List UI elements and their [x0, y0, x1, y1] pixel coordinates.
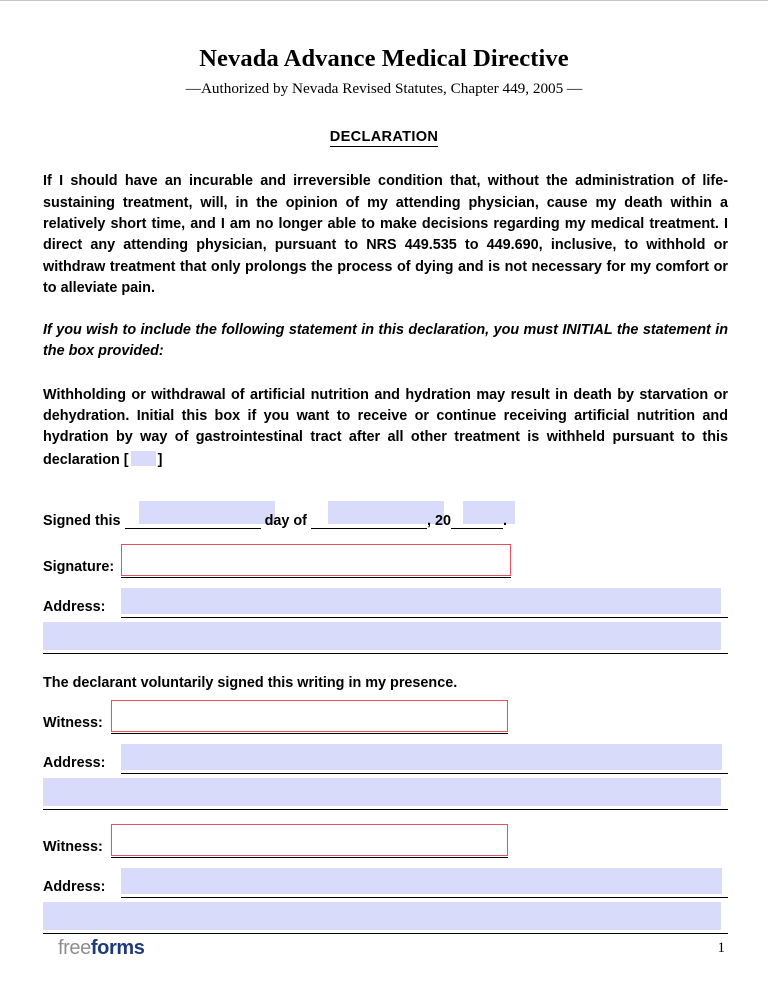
declarant-address-field-2[interactable] [43, 622, 721, 650]
signed-year-blank[interactable] [451, 528, 503, 529]
witness1-row [43, 700, 728, 734]
signed-day-blank[interactable] [125, 528, 261, 529]
witness1-address-rule [121, 773, 728, 774]
signed-suffix-label: . [502, 512, 507, 529]
witness2-field[interactable] [111, 824, 508, 856]
signed-date-row [43, 501, 728, 531]
witness2-row [43, 824, 728, 858]
logo-text-free: free [58, 937, 91, 959]
declarant-address-rule-2 [43, 653, 728, 654]
page-title: Nevada Advance Medical Directive [199, 45, 569, 72]
witness2-address-label: Address: [43, 878, 106, 895]
declarant-address-label: Address: [43, 598, 106, 615]
witness1-label: Witness: [43, 714, 103, 731]
declarant-address-field[interactable] [121, 588, 721, 614]
witness1-field[interactable] [111, 700, 508, 732]
signed-year-prefix-label: , 20 [426, 512, 451, 529]
section-heading-text: DECLARATION [329, 129, 439, 146]
signature-field[interactable] [121, 544, 511, 576]
witness1-address-row [43, 744, 728, 774]
witness1-address-row-2 [43, 778, 728, 810]
signed-prefix-label: Signed this [43, 512, 121, 529]
witness2-address-rule-2 [43, 933, 728, 934]
declaration-paragraph: If I should have an incurable and irreversible condition that, without the administration of life-sustaining treatment, will, in the opinion of my attending physician, cause my death within a relatively short time, and I am no longer able to make decisions regarding my medical treatment. I direct any attending physician, pursuant to NRS 449.535 to 449.690, inclusive, to withhold or withdraw treatment that only prolongs the process of dying and is not necessary for my comfort or to alleviate pain. [43, 173, 728, 296]
document-body [0, 145, 768, 934]
witness2-address-field[interactable] [121, 868, 722, 894]
withholding-text-before-box: Withholding or withdrawal of artificial nutrition and hydration may result in death by starvation or dehydration. Initial this box if you want to receive or continue receiving artificial nutrition and hydration by way of gastrointestinal tract after all other treatment is withheld pursuant to this declaration [ [43, 386, 728, 468]
witness2-address-row-2 [43, 902, 728, 934]
signature-rule [121, 577, 511, 578]
witness1-address-rule-2 [43, 809, 728, 810]
signature-label: Signature: [43, 558, 115, 575]
signed-date-text [43, 513, 507, 529]
witness2-address-field-2[interactable] [43, 902, 721, 930]
declarant-address-row-2 [43, 622, 728, 654]
witness2-address-row [43, 868, 728, 898]
section-heading-declaration [0, 97, 768, 145]
withholding-paragraph [43, 363, 728, 471]
witness2-label: Witness: [43, 838, 103, 855]
initial-box-field[interactable] [131, 451, 156, 466]
freeforms-logo [58, 937, 144, 960]
declarant-address-row [43, 588, 728, 618]
initial-instruction-paragraph: If you wish to include the following statement in this declaration, you must INITIAL the statement in the box provided: [43, 322, 728, 360]
withholding-text-after-box: ] [157, 451, 163, 468]
witness2-address-rule [121, 897, 728, 898]
witness1-rule [111, 733, 508, 734]
signature-row [43, 544, 728, 578]
witness-presence-paragraph: The declarant voluntarily signed this writing in my presence. [43, 674, 458, 691]
page-footer [0, 937, 768, 963]
logo-text-forms: forms [90, 937, 145, 959]
page-number: 1 [717, 940, 725, 956]
witness2-rule [111, 857, 508, 858]
witness1-address-field-2[interactable] [43, 778, 721, 806]
witness1-address-field[interactable] [121, 744, 722, 770]
signed-month-blank[interactable] [311, 528, 427, 529]
document-subtitle: —Authorized by Nevada Revised Statutes, Chapter 449, 2005 — [185, 79, 583, 97]
witness1-address-label: Address: [43, 754, 106, 771]
declarant-address-rule [121, 617, 728, 618]
signed-middle-label: day of [264, 512, 307, 529]
